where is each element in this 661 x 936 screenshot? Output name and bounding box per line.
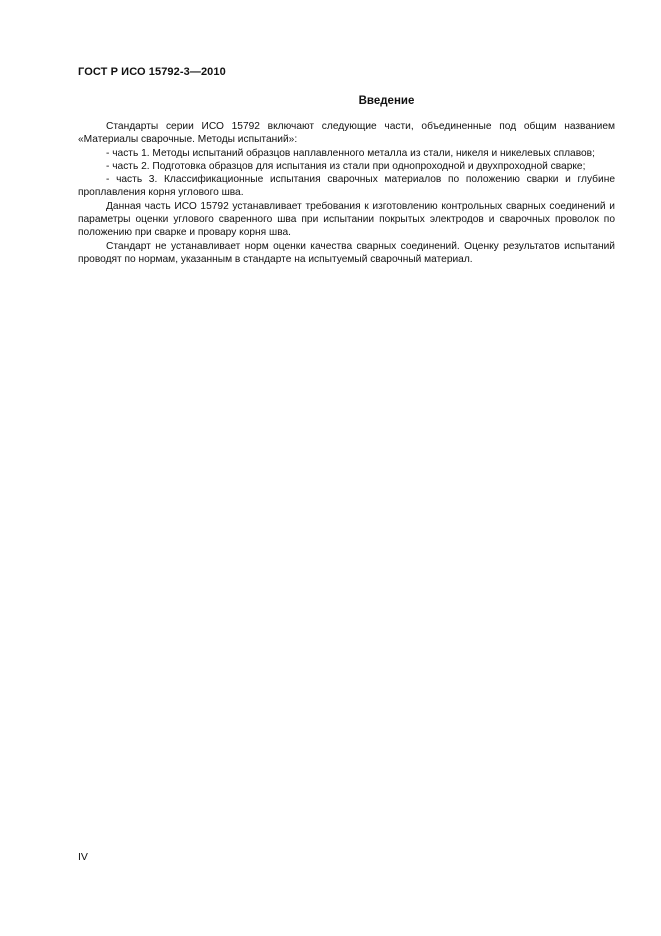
document-code-header: ГОСТ Р ИСО 15792-3—2010 [78,66,226,78]
page-number: IV [78,851,88,863]
paragraph-quality-note: Стандарт не устанавливает норм оценки качества сварных соединений. Оценку результатов испытаний проводят по нормам, указанным в стандарте на испытуемый сварочный материал. [78,240,615,265]
introduction-body [78,120,615,266]
paragraph-series-parts: Стандарты серии ИСО 15792 включают следующие части, объединенные под общим названием «Материалы сварочные. Методы испытаний»: [78,121,615,146]
section-title: Введение [358,95,415,107]
paragraph-part-3: - часть 3. Классификационные испытания сварочных материалов по положению сварки и глубине проплавления корня углового шва. [78,174,615,199]
paragraph-scope: Данная часть ИСО 15792 устанавливает требования к изготовлению контрольных сварных соединений и параметры оценки углового сваренного шва при испытании покрытых электродов и сварочных проволок по положению при сварке и провару корня шва. [78,200,615,239]
paragraph-part-1: - часть 1. Методы испытаний образцов наплавленного металла из стали, никеля и никелевых сплавов; [106,147,595,159]
paragraph-part-2: - часть 2. Подготовка образцов для испытания из стали при однопроходной и двухпроходной сварке; [106,160,586,172]
